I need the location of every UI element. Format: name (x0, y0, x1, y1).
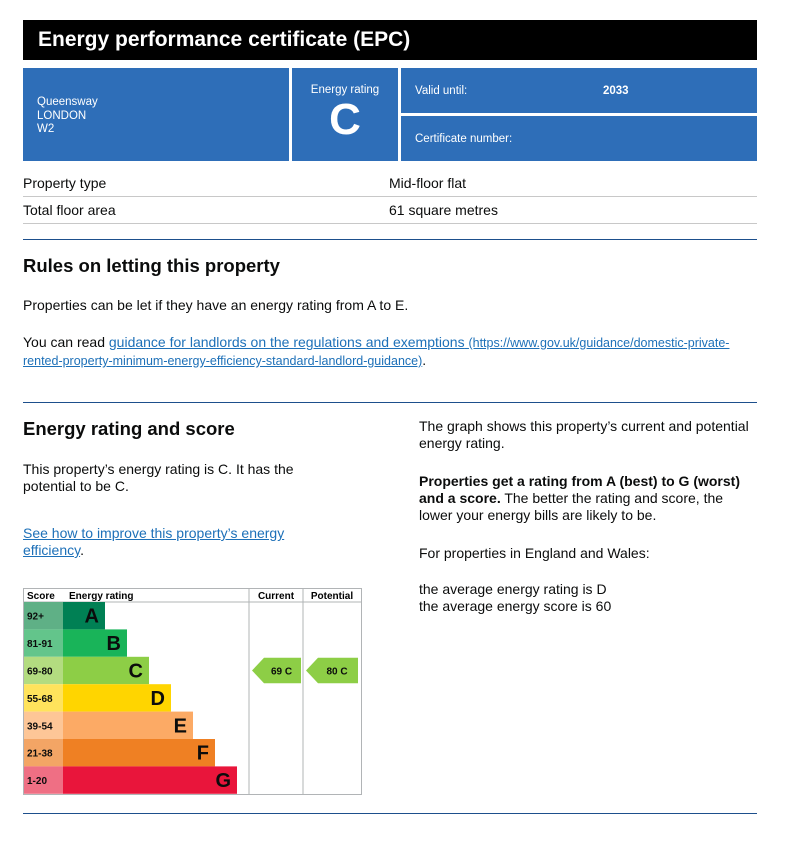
score-range-label: 1-20 (27, 776, 48, 788)
improve-text (23, 525, 313, 559)
epc-page (23, 20, 757, 793)
certificate-number-label: Certificate number: (415, 132, 513, 145)
rating-summary-text: This property’s energy rating is C. It has the potential to be C. (23, 461, 294, 494)
property-key: Property type (23, 175, 107, 191)
address-line-1: Queensway (37, 96, 98, 108)
valid-until-cell (401, 68, 757, 113)
rating-band-bar (63, 766, 237, 793)
property-value: Mid-floor flat (389, 175, 467, 191)
score-range-label: 81-91 (27, 639, 53, 651)
letting-guidance-text (23, 334, 757, 370)
section-divider (23, 402, 757, 403)
rating-scale-text (419, 473, 759, 524)
energy-rating-label: Energy rating (310, 84, 380, 96)
score-range-label: 21-38 (27, 748, 53, 760)
valid-until-value: 2033 (603, 84, 629, 97)
property-value: 61 square metres (389, 202, 498, 218)
chart-column-current: Current (257, 591, 295, 602)
property-key: Total floor area (23, 202, 116, 218)
letting-heading: Rules on letting this property (23, 255, 280, 276)
energy-rating-block (292, 68, 398, 161)
rating-band-letter: F (196, 742, 209, 765)
rating-band-letter: E (173, 715, 187, 738)
chart-column-score: Score (27, 591, 55, 602)
landlord-guidance-url: (https://www.gov.uk/guidance/domestic-private-rented-property-minimum-energy-efficiency-standard-landlord-guidance) (23, 336, 730, 368)
page-title: Energy performance certificate (EPC) (23, 20, 757, 60)
england-wales-text: For properties in England and Wales: (419, 545, 650, 561)
letting-rule-text: Properties can be let if they have an energy rating from A to E. (23, 297, 409, 313)
energy-rating-chart (23, 588, 363, 801)
landlord-guidance-link-text: guidance for landlords on the regulations and exemptions (108, 334, 465, 350)
average-rating-text: the average energy rating is D (419, 581, 607, 597)
energy-rating-letter: C (329, 95, 361, 144)
rating-band-letter: G (215, 770, 231, 793)
address-line-3: W2 (37, 123, 55, 135)
improve-efficiency-link[interactable]: See how to improve this property’s energy efficiency (23, 525, 285, 558)
score-range-label: 39-54 (27, 721, 53, 733)
rating-band-bar (63, 739, 215, 766)
property-row (23, 170, 757, 197)
rating-scale-bold: Properties get a rating from A (best) to G (worst) and a score. (419, 473, 740, 506)
potential-rating-label: 80 C (326, 666, 348, 678)
chart-column-potential: Potential (310, 591, 354, 602)
section-divider (23, 239, 757, 240)
score-range-label: 92+ (27, 611, 44, 623)
guidance-prefix: You can read (23, 334, 109, 350)
property-details (23, 170, 757, 224)
score-heading: Energy rating and score (23, 418, 235, 439)
rating-scale-rest: The better the rating and score, the lower your energy bills are likely to be. (419, 490, 724, 523)
rating-band-letter: C (128, 660, 143, 683)
valid-until-label: Valid until: (415, 84, 468, 97)
certificate-number-cell (401, 116, 757, 161)
graph-intro-text: The graph shows this property’s current and potential energy rating. (419, 418, 749, 451)
guidance-suffix: . (422, 352, 427, 368)
address-line-2: LONDON (37, 109, 87, 122)
summary-header (23, 68, 757, 161)
property-row (23, 197, 757, 224)
landlord-guidance-link[interactable] (23, 334, 729, 368)
address-block (23, 68, 289, 161)
average-score-text: the average energy score is 60 (419, 598, 612, 614)
rating-band-letter: D (150, 687, 165, 710)
rating-band-letter: B (106, 633, 121, 656)
rating-band-letter: A (84, 605, 99, 628)
section-divider (23, 813, 757, 814)
certificate-info (401, 68, 757, 161)
score-range-label: 55-68 (27, 693, 53, 705)
score-range-label: 69-80 (27, 666, 53, 678)
improve-suffix: . (80, 542, 84, 558)
energy-rating-chart-svg (23, 588, 363, 796)
graph-explanation (419, 418, 759, 615)
current-rating-label: 69 C (270, 666, 293, 678)
chart-column-energy-rating: Energy rating (69, 591, 134, 602)
